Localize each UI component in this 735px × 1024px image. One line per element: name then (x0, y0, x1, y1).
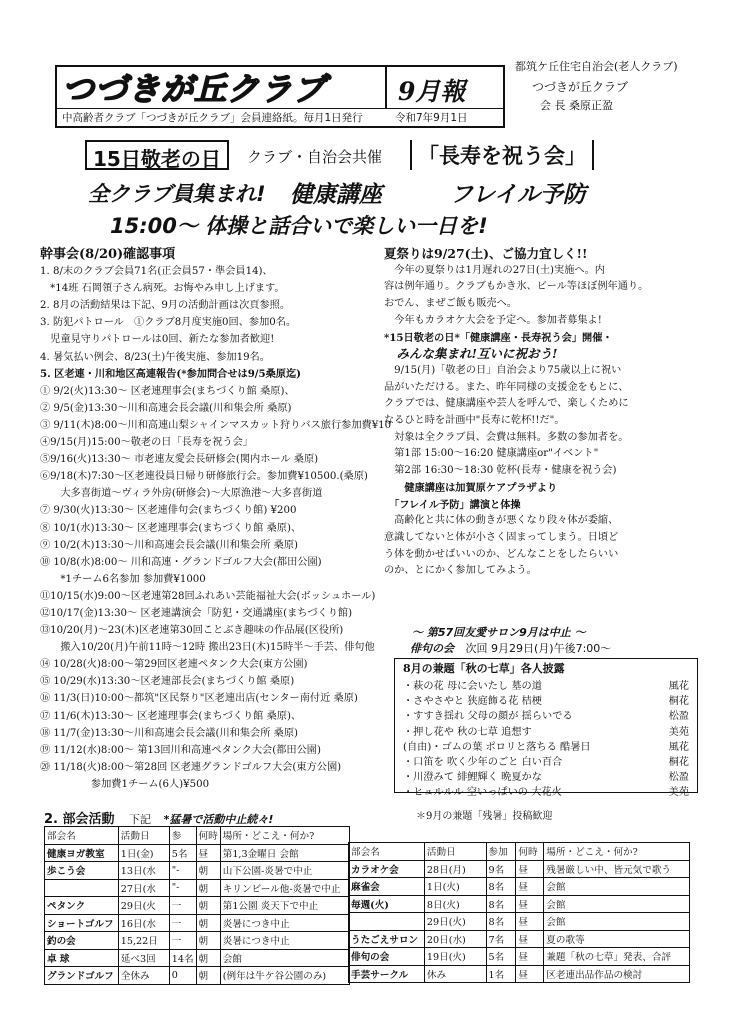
haiku-entry (395, 694, 697, 709)
table-cell: "- (169, 862, 196, 880)
president-name: 会 長 桑原正盈 (540, 99, 613, 112)
table-cell: 歩こう会 (45, 862, 119, 880)
org-name: 都筑ケ丘住宅自治会(老人クラブ) (515, 60, 678, 73)
table-cell: ショートゴルフ (45, 914, 119, 932)
table-cell: 毎週(火) (349, 895, 425, 913)
banner-frailty: フレイル予防 (450, 182, 586, 208)
table-cell: 兼題「秋の七草」発表、合評 (544, 948, 690, 966)
haiku-next-date: 次回 9月29日(月)午後7:00～ (465, 642, 612, 655)
right-line: クラブでは、健康講座や芸人を呼んで、楽しくために (384, 398, 629, 410)
salon-notice: ～ 第57回友愛サロン9月は中止 ～ (412, 626, 586, 639)
left-line: ⑭ 10/28(火)8:00～第29回区老連ペタンク大会(東方公園) (40, 659, 308, 671)
left-line: 5. 区老連・川和地区高連報告(*参加問合せは9/5桑原迄) (40, 367, 301, 380)
table-cell: 1名 (486, 965, 516, 983)
haiku-author: 美苑 (668, 726, 689, 738)
left-line: 幹事会(8/20)確認事項 (40, 247, 176, 262)
haiku-author: 桐花 (668, 696, 689, 708)
table-row (349, 878, 690, 896)
haiku-author: 松盈 (668, 711, 689, 723)
haiku-poem: ・さやさやと 狭庭飾る花 桔梗 (403, 696, 542, 708)
right-line: 意識してないと体が小さく固まってしまう。日頃ど (384, 531, 619, 543)
right-line: 「フレイル予防」講演と体操 (384, 498, 521, 511)
banner-tag: 15日敬老の日 (85, 140, 229, 170)
table-cell: 29日(火) (424, 913, 486, 931)
haiku-club-label: 俳句の会 (410, 642, 454, 655)
table-cell: 麻雀会 (349, 878, 425, 896)
table-cell: 第1公園 炎天下で中止 (220, 897, 349, 915)
left-line: ⑦ 9/30(火)13:30～ 区老連俳句会(まちづくり館) ¥200 (40, 505, 297, 517)
section-activities-title (44, 808, 273, 827)
table-cell: 朝 (196, 914, 220, 932)
table-row (45, 844, 350, 862)
table-cell: ペタンク (45, 897, 119, 915)
club-name: つづきが丘クラブ (532, 80, 629, 94)
table-cell: 5名 (169, 844, 196, 862)
table-cell: 5名 (486, 948, 516, 966)
table-cell: 朝 (196, 862, 220, 880)
table-cell: 朝 (196, 967, 220, 985)
table-cell: 一 (169, 897, 196, 915)
table-cell: 朝 (196, 897, 220, 915)
left-line: ⑧ 10/1(水)13:30～ 区老連理事会(まちづくり館 桑原)、 (40, 522, 302, 534)
right-line: のか、とにかく参加してみよう。 (384, 565, 537, 577)
table-cell: 一 (169, 914, 196, 932)
right-line: 高齢化と共に体の動きが悪くなり段々体が委縮、 (384, 515, 619, 527)
table-cell: 会館 (544, 913, 690, 931)
table-cell (349, 913, 425, 931)
table-cell: 会館 (544, 878, 690, 896)
table-cell: 会館 (220, 949, 349, 967)
table-row (45, 897, 350, 915)
left-line: 1. 8/末のクラブ会員71名(正会員57・準会員14)、 (40, 266, 273, 278)
table-cell: 29日(火 (118, 897, 169, 915)
activity-table-left (44, 826, 350, 985)
haiku-author: 風花 (668, 741, 689, 753)
haiku-title: 8月の兼題「秋の七草」各人披露 (403, 662, 565, 675)
right-line: 今年もカラオケ大会を予定へ。参加者募集よ! (384, 314, 602, 326)
left-line: 児童見守りパトロールは0回、新たな参加者歓迎! (40, 334, 275, 346)
right-line: 夏祭りは9/27(土)、ご協力宜しく!! (384, 246, 588, 261)
table-header-row (45, 827, 350, 845)
table-cell: 第1,3金曜日 会館 (220, 844, 349, 862)
haiku-author: 松盈 (668, 772, 689, 784)
table-cell: 昼 (516, 913, 544, 931)
left-line: ⑬10/20(月)～23(木)区老連第30回ことぶき趣味の作品展(区役所) (40, 625, 344, 637)
table-cell: 14名 (169, 949, 196, 967)
left-line: *14班 石岡領子さん病死。お悔やみ申し上げます。 (40, 283, 285, 295)
left-line: ⑪10/15(水)9:00～区老連第28回ふれあい芸能福祉大会(ボッシュホール) (40, 590, 376, 602)
table-cell: 昼 (516, 860, 544, 878)
left-column (40, 246, 420, 793)
table-header-cell: 参 (169, 827, 196, 845)
table-cell: 8名 (486, 913, 516, 931)
left-line: ① 9/2(火)13:30～ 区老連理事会(まちづくり館 桑原)、 (40, 385, 295, 397)
table-cell: 休み (424, 965, 486, 983)
left-line: *1チーム6名参加 参加費¥1000 (40, 573, 206, 585)
left-line: ⑮ 10/29(水)13:30～区老連部長会(まちづくり館 桑原) (40, 676, 295, 688)
table-cell: 健康ヨガ教室 (45, 844, 119, 862)
right-line: 品がいただける。また、昨年同様の支援金をもとに、 (384, 381, 629, 393)
table-cell: 一 (169, 932, 196, 950)
table-header-cell: 活動日 (424, 843, 486, 861)
table-row (45, 879, 350, 897)
table-cell: (例年は牛ケ谷公園のみ) (220, 967, 349, 985)
banner-schedule: 15:00～ 体操と話合いで楽しい一日を! (110, 214, 488, 238)
table-header-cell: 何時 (516, 843, 544, 861)
haiku-entry (395, 740, 697, 755)
haiku-entry (395, 770, 697, 785)
table-header-cell: 活動日 (118, 827, 169, 845)
left-line: ⑨ 10/2(木)13:30～川和高連会長会議(川和集会所 桑原) (40, 539, 298, 551)
left-line: ⑳ 11/18(火)8:00～第28回 区老連グランドゴルフ大会(東方公園) (40, 761, 342, 773)
left-line: ⑩ 10/8(水)8:00～ 川和高連・グランドゴルフ大会(都田公園) (40, 556, 322, 568)
newsletter-title: つづきが丘クラブ (62, 70, 327, 108)
right-line: 対象は全クラブ員、会費は無料。多数の参加者を。 (384, 431, 629, 443)
haiku-poem: ・すすき揺れ 父母の顔が 揺らいでる (403, 711, 573, 723)
table-cell: 炎暑につき中止 (220, 932, 349, 950)
table-row (349, 965, 690, 983)
table-cell: 8名 (486, 878, 516, 896)
table-cell: 27日(水 (118, 879, 169, 897)
table-row (349, 948, 690, 966)
table-cell: 釣の会 (45, 932, 119, 950)
right-line: *15日敬老の日*「健康講座・長寿祝う会」開催・ (384, 331, 613, 344)
table-header-row (349, 843, 690, 861)
table-cell: 7名 (486, 930, 516, 948)
masthead-divider (385, 66, 387, 108)
table-cell: キリンビール他-炎暑で中止 (220, 879, 349, 897)
table-cell: 残暑厳しい中、皆元気で歌う (544, 860, 690, 878)
table-cell: 朝 (196, 949, 220, 967)
table-row (45, 914, 350, 932)
haiku-poem: ・川澄みて 緋鯉輝く 晩夏かな (403, 772, 542, 784)
table-cell: 8名 (486, 895, 516, 913)
haiku-entry (395, 725, 697, 740)
haiku-poem: ・萩の花 母に会いたし 墓の道 (403, 681, 542, 692)
table-cell: 13日(水 (118, 862, 169, 880)
table-cell: 1日(金) (118, 844, 169, 862)
right-line: おでん、まぜご飯も販売へ。 (384, 298, 517, 310)
left-line: ⑰ 11/6(木)13:30～ 区老連理事会(まちづくり館 桑原)、 (40, 710, 302, 722)
table-cell: 昼 (516, 895, 544, 913)
table-cell: 全休み (118, 967, 169, 985)
table-cell: 1日(火) (424, 878, 486, 896)
banner-cohost: クラブ・自治会共催 (247, 148, 383, 166)
banner-event: 「長寿を祝う会」 (410, 140, 594, 170)
table-row (45, 932, 350, 950)
table-row (349, 860, 690, 878)
table-cell: グランドゴルフ (45, 967, 119, 985)
left-line: 2. 8月の活動結果は下記、9月の活動計画は次頁参照。 (40, 300, 291, 312)
haiku-list (395, 679, 697, 801)
left-line: ② 9/5(金)13:30～川和高連会長会議(川和集会所 桑原) (40, 402, 292, 414)
table-cell: 卓 球 (45, 949, 119, 967)
left-line: 3. 防犯パトロール ①クラブ8月度実施0回、参加0名。 (40, 317, 297, 329)
table-cell: 会館 (544, 895, 690, 913)
right-line: みんな集まれ!互いに祝おう! (384, 346, 558, 362)
table-cell: 昼 (516, 948, 544, 966)
left-line: ⑫10/17(金)13:30～ 区老連講演会「防犯・交通講座(まちづくり館) (40, 607, 353, 619)
right-line: 今年の夏祭りは1月遅れの27日(土)実施へ。内 (384, 264, 605, 276)
table-cell: 区老連出品作品の検討 (544, 965, 690, 983)
section-activities-warning: *猛暑で活動中止続々! (163, 813, 274, 826)
section-activities-label: 2. 部会活動 (44, 812, 115, 827)
right-line: う体を動かせばいいのか、どんなことをしたらいい (384, 548, 619, 560)
table-row (45, 967, 350, 985)
left-line: ③ 9/11(木)8:00～川和高連山梨シャインマスカット狩りバス旅行参加費¥10 (40, 419, 392, 431)
table-cell: 0 (169, 967, 196, 985)
table-cell: 延べ3回 (118, 949, 169, 967)
table-cell: カラオケ会 (349, 860, 425, 878)
table-cell: "- (169, 879, 196, 897)
banner-callout: 全クラブ員集まれ! (88, 182, 266, 206)
haiku-entry (395, 785, 697, 800)
right-line: 健康講座は加賀原ケアプラザより (384, 481, 558, 494)
haiku-poem: ・口笛を 吹く少年のごと 白い百合 (403, 757, 563, 769)
table-header-cell: 場所・どこえ・何か? (544, 843, 690, 861)
haiku-poem: ・押し花や 秋の七草 追想す (403, 726, 532, 738)
table-row (45, 949, 350, 967)
left-line: ⑤9/16(火)13:30～ 市老連友愛会長研修会(関内ホール 桑原) (40, 454, 319, 466)
table-cell: 朝 (196, 879, 220, 897)
table-row (349, 930, 690, 948)
table-cell: 昼 (516, 930, 544, 948)
haiku-note: ＊9月の兼題「残暑」投稿歓迎 (416, 811, 553, 822)
left-line: ④9/15(月)15:00～敬老の日「長寿を祝う会」 (40, 437, 253, 449)
haiku-author: 桐花 (668, 757, 689, 769)
left-line: ⑥9/18(木)7:30～区老連役員日帰り研修旅行会。参加費¥10500.(桑原) (40, 471, 368, 483)
table-cell: 19日(火) (424, 948, 486, 966)
table-cell: 16日(水 (118, 914, 169, 932)
table-header-cell: 場所・どこえ・何か? (220, 827, 349, 845)
table-header-cell: 部会名 (45, 827, 119, 845)
right-line: 第2部 16:30～18:30 乾杯(長寿・健康を祝う会) (384, 465, 617, 477)
table-cell: 20日(水) (424, 930, 486, 948)
table-cell: うたごえサロン (349, 930, 425, 948)
left-line: 搬入10/20(月)午前11時～12時 搬出23日(木)15時半～手芸、俳句他 (40, 642, 375, 654)
right-line: なるひと時を計画中"長寿に乾杯!!だ"。 (384, 415, 565, 427)
left-line: ⑱ 11/7(金)13:30～川和高連会長会議(川和集会所 桑原) (40, 727, 298, 739)
table-cell: 山下公園-炎暑で中止 (220, 862, 349, 880)
table-cell: 朝 (196, 932, 220, 950)
table-cell: 8日(火) (424, 895, 486, 913)
table-cell (45, 879, 119, 897)
table-cell: 夏の歌等 (544, 930, 690, 948)
issue-date: 令和7年9月1日 (395, 112, 468, 124)
table-cell: 昼 (516, 878, 544, 896)
right-line: 9/15(月)「敬老の日」自治会より75歳以上に祝い (384, 364, 622, 376)
left-line: ⑲ 11/12(水)8:00～ 第13回川和高連ペタンク大会(都田公園) (40, 744, 321, 756)
haiku-entry (395, 679, 697, 694)
table-row (349, 895, 690, 913)
table-header-cell: 参加 (486, 843, 516, 861)
table-cell: 昼 (196, 844, 220, 862)
haiku-next-meeting (410, 640, 611, 656)
right-line: 容は例年通り。クラブもかき氷、ビール等ほぼ例年通り。 (384, 281, 649, 293)
table-cell: 俳句の会 (349, 948, 425, 966)
haiku-entry (395, 709, 697, 724)
left-line: 4. 暑気払い例会、8/23(土)午後実施、参加19名。 (40, 351, 270, 363)
table-cell: 手芸サークル (349, 965, 425, 983)
table-row (45, 862, 350, 880)
left-line: 参加費1チーム(6人)¥500 (40, 778, 210, 790)
right-line: 第1部 15:00～16:20 健康講座or"イベント" (384, 448, 599, 460)
left-line: ⑯ 11/3(日)10:00～都筑"区民祭り"区老連出店(センター南付近 桑原) (40, 693, 358, 705)
table-header-cell: 何時 (196, 827, 220, 845)
table-cell: 昼 (516, 965, 544, 983)
table-cell: 炎暑につき中止 (220, 914, 349, 932)
haiku-poem: (自由)・ゴムの葉 ポロリと落ちる 酷暑日 (403, 741, 591, 753)
table-row (349, 913, 690, 931)
table-cell: 9名 (486, 860, 516, 878)
haiku-author: 風花 (668, 681, 689, 692)
haiku-poem: ・ヒュルルル 空いっぱいの 大花火 (403, 787, 562, 799)
table-cell: 28日(月) (424, 860, 486, 878)
haiku-entry (395, 755, 697, 770)
issue-month: 9月報 (398, 77, 466, 106)
activity-table-right (348, 842, 690, 983)
right-column (384, 246, 704, 580)
banner-lecture: 健康講座 (290, 182, 382, 208)
newsletter-subline: 中高齢者クラブ「つづきが丘クラブ」会員連絡紙。毎月1日発行 (62, 112, 363, 124)
section-activities-sub: 下記 (129, 813, 152, 826)
table-cell: 15,22日 (118, 932, 169, 950)
haiku-box (394, 658, 698, 799)
haiku-author: 美苑 (668, 787, 689, 799)
table-header-cell: 部会名 (349, 843, 425, 861)
left-line: 大多喜街道～ヴィラ外房(研修会)～大原漁港～大多喜街道 (40, 488, 323, 500)
